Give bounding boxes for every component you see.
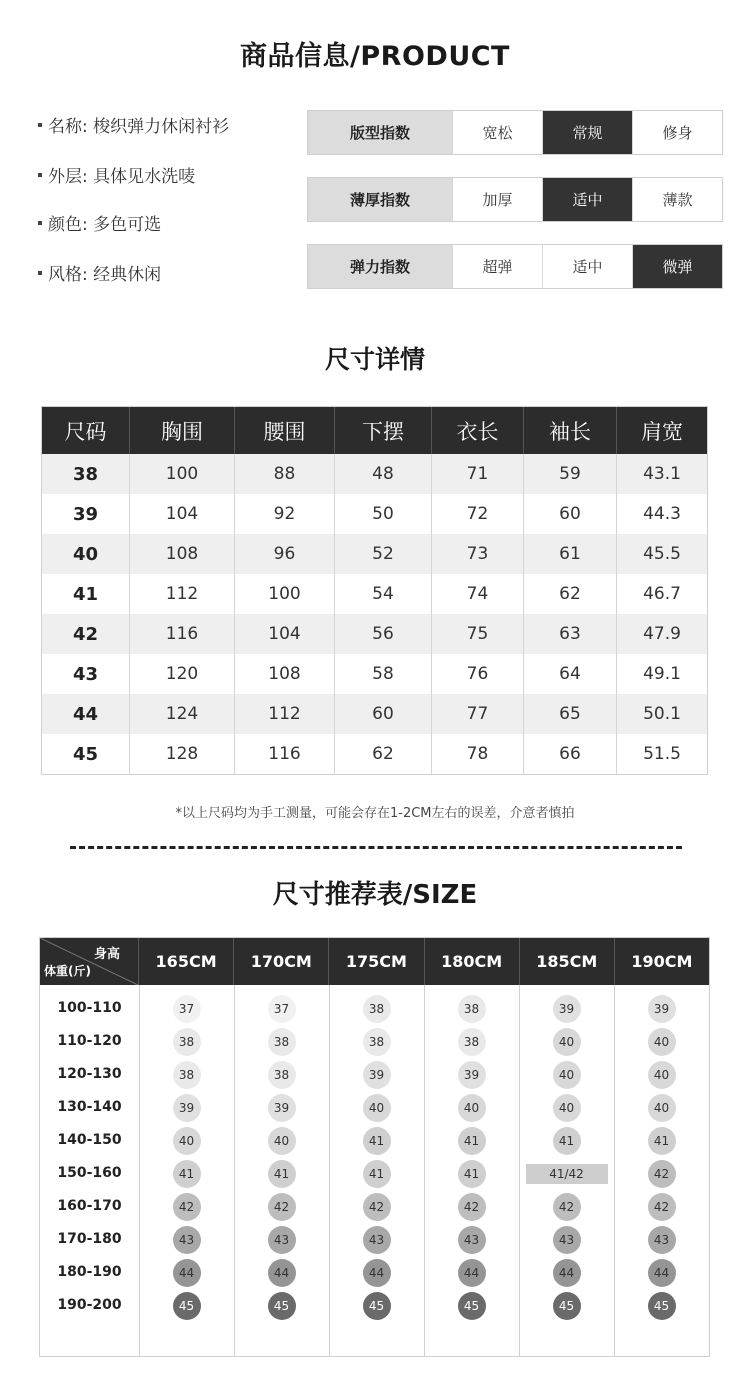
recommend-cell: [139, 1126, 234, 1156]
measure-cell: 92: [235, 494, 335, 534]
size-badge: 41: [458, 1127, 486, 1155]
recommend-cell: [424, 1159, 519, 1189]
weight-label: 160-170: [57, 1198, 122, 1214]
measure-cell: 56: [335, 614, 432, 654]
recommend-cell: [234, 1192, 329, 1222]
corner-cell: [40, 938, 139, 985]
size-badge: 41: [648, 1127, 676, 1155]
size-badge: 38: [458, 995, 486, 1023]
weight-label: 170-180: [57, 1231, 122, 1247]
size-badge: 42: [458, 1193, 486, 1221]
size-badge: 40: [648, 1028, 676, 1056]
size-cell: 40: [42, 534, 130, 574]
size-badge: 40: [553, 1094, 581, 1122]
size-badge: 38: [458, 1028, 486, 1056]
recommend-cell: [614, 1126, 709, 1156]
index-option: 适中: [542, 245, 632, 288]
size-badge: 42: [648, 1193, 676, 1221]
measure-cell: 43.1: [643, 464, 681, 484]
recommend-cell: [234, 1027, 329, 1057]
recommend-cell: [234, 1159, 329, 1189]
bullet-icon: [38, 271, 42, 275]
size-cell: 41: [42, 574, 130, 614]
weight-label: 140-150: [57, 1132, 122, 1148]
weight-label: 130-140: [57, 1099, 122, 1115]
recommend-cell: [424, 1027, 519, 1057]
measure-cell: 65: [524, 694, 617, 734]
thickness-index-row: [307, 177, 723, 222]
recommend-cell: [329, 1225, 424, 1255]
size-badge: 44: [268, 1259, 296, 1287]
size-badge: 39: [553, 995, 581, 1023]
recommend-cell: [614, 1093, 709, 1123]
recommend-cell: [519, 1192, 614, 1222]
table-body: [42, 454, 707, 774]
measure-cell: 71: [432, 454, 524, 494]
measure-cell: 108: [130, 534, 235, 574]
recommend-cell: [139, 994, 234, 1024]
weight-label: 190-200: [57, 1297, 122, 1313]
index-option: 宽松: [452, 111, 542, 154]
measure-cell: 64: [524, 654, 617, 694]
measure-cell: 104: [130, 494, 235, 534]
table-header: [42, 407, 707, 454]
table-row: [42, 534, 707, 574]
measure-cell: 116: [130, 614, 235, 654]
measure-cell: 66: [524, 734, 617, 774]
recommend-cell: [519, 1060, 614, 1090]
measure-cell: 62: [335, 734, 432, 774]
info-label: 名称:: [48, 117, 88, 137]
table-row: [42, 694, 707, 734]
recommend-cell: [519, 1291, 614, 1321]
measure-cell: 63: [524, 614, 617, 654]
bullet-icon: [38, 173, 42, 177]
recommend-cell: [519, 1159, 614, 1189]
measure-cell: 74: [432, 574, 524, 614]
size-badge: 44: [458, 1259, 486, 1287]
size-recommend-table: [39, 937, 710, 1357]
recommend-cell: [424, 1126, 519, 1156]
measure-cell: 62: [524, 574, 617, 614]
size-badge: 43: [648, 1226, 676, 1254]
recommend-cell: [139, 1027, 234, 1057]
size-badge: 37: [173, 995, 201, 1023]
weight-label: 150-160: [57, 1165, 122, 1181]
size-badge: 40: [553, 1061, 581, 1089]
recommend-cell: [614, 1060, 709, 1090]
size-cell: 42: [42, 614, 130, 654]
info-item-color: [38, 210, 161, 235]
height-header: 170CM: [234, 938, 329, 985]
measure-cell: 50: [335, 494, 432, 534]
measure-cell: 47.9: [643, 624, 681, 644]
measure-cell: 124: [130, 694, 235, 734]
size-badge: 41: [363, 1127, 391, 1155]
height-header: 165CM: [139, 938, 234, 985]
recommend-cell: [234, 1258, 329, 1288]
index-option-selected: 适中: [542, 178, 632, 221]
info-item-outer: [38, 162, 195, 187]
size-badge: 41: [268, 1160, 296, 1188]
size-badge: 45: [363, 1292, 391, 1320]
recommend-cell: [329, 1027, 424, 1057]
measure-cell: 60: [335, 694, 432, 734]
recommend-cell: [329, 1093, 424, 1123]
size-badge: 38: [173, 1028, 201, 1056]
size-recommend-title: 尺寸推荐表/SIZE: [272, 880, 478, 910]
header-cell: 下摆: [335, 407, 432, 454]
index-option: 超弹: [452, 245, 542, 288]
table-row: [42, 454, 707, 494]
height-header: 190CM: [631, 952, 693, 971]
recommend-cell: [234, 1126, 329, 1156]
size-badge: 45: [553, 1292, 581, 1320]
recommend-cell: [614, 1027, 709, 1057]
size-cell: 43: [42, 654, 130, 694]
measure-cell: 77: [432, 694, 524, 734]
recommend-cell: [329, 1192, 424, 1222]
measure-cell: 49.1: [643, 664, 681, 684]
recommend-cell: [614, 1159, 709, 1189]
measure-cell: 72: [432, 494, 524, 534]
measure-cell: 48: [335, 454, 432, 494]
recommend-cell: [234, 994, 329, 1024]
measure-cell: 88: [235, 454, 335, 494]
recommend-cell: [424, 1060, 519, 1090]
recommend-cell: [424, 1258, 519, 1288]
index-option-selected: 常规: [542, 111, 632, 154]
size-badge: 39: [268, 1094, 296, 1122]
height-header: 175CM: [329, 938, 424, 985]
recommend-cell: [424, 994, 519, 1024]
size-badge: 45: [458, 1292, 486, 1320]
size-badge: 41: [173, 1160, 201, 1188]
size-badge: 42: [363, 1193, 391, 1221]
bullet-icon: [38, 123, 42, 127]
dashed-divider: [70, 846, 682, 849]
table-row: [42, 494, 707, 534]
info-label: 颜色:: [48, 215, 88, 235]
recommend-cell: [139, 1225, 234, 1255]
size-badge: 40: [363, 1094, 391, 1122]
recommend-cell: [519, 1126, 614, 1156]
info-value: 多色可选: [93, 215, 162, 235]
weight-label: 180-190: [57, 1264, 122, 1280]
corner-height-label: 身高: [93, 947, 120, 962]
recommend-cell: [424, 1225, 519, 1255]
recommend-cell: [519, 1258, 614, 1288]
measure-cell: 50.1: [643, 704, 681, 724]
measure-cell: 78: [432, 734, 524, 774]
measure-cell: 45.5: [643, 544, 681, 564]
info-label: 外层:: [48, 167, 88, 187]
size-cell: 45: [42, 734, 130, 774]
measure-cell: 51.5: [643, 744, 681, 764]
recommend-cell: [614, 1291, 709, 1321]
measure-cell: 96: [235, 534, 335, 574]
size-badge: 45: [268, 1292, 296, 1320]
size-badge: 43: [268, 1226, 296, 1254]
size-badge: 40: [553, 1028, 581, 1056]
measure-cell: 52: [335, 534, 432, 574]
recommend-cell: [139, 1093, 234, 1123]
measure-cell: 61: [524, 534, 617, 574]
measure-cell: 46.7: [643, 584, 681, 604]
recommend-cell: [234, 1291, 329, 1321]
size-cell: 39: [42, 494, 130, 534]
elasticity-index-row: [307, 244, 723, 289]
index-option: 薄款: [632, 178, 722, 221]
measure-cell: 44.3: [643, 504, 681, 524]
size-badge: 43: [553, 1226, 581, 1254]
size-badge: 39: [458, 1061, 486, 1089]
info-label: 风格:: [48, 265, 88, 285]
size-detail-title: 尺寸详情: [324, 345, 425, 374]
measure-cell: 108: [235, 654, 335, 694]
measure-cell: 112: [235, 694, 335, 734]
index-option: 修身: [632, 111, 722, 154]
recommend-cell: [614, 1192, 709, 1222]
info-value: 经典休闲: [93, 265, 162, 285]
size-badge: 45: [648, 1292, 676, 1320]
size-badge: 39: [173, 1094, 201, 1122]
index-label: 版型指数: [308, 111, 452, 154]
header-cell: 腰围: [235, 407, 335, 454]
index-option: 加厚: [452, 178, 542, 221]
recommend-cell: [329, 1060, 424, 1090]
measure-cell: 128: [130, 734, 235, 774]
size-badge: 45: [173, 1292, 201, 1320]
recommend-cell: [329, 1159, 424, 1189]
recommend-cell: [519, 1093, 614, 1123]
measure-cell: 75: [432, 614, 524, 654]
size-badge: 44: [173, 1259, 201, 1287]
header-cell: 袖长: [524, 407, 617, 454]
size-badge: 41: [553, 1127, 581, 1155]
recommend-cell: [519, 1225, 614, 1255]
size-badge: 41/42: [526, 1164, 608, 1184]
product-title: 商品信息/PRODUCT: [240, 41, 510, 72]
measure-cell: 120: [130, 654, 235, 694]
size-badge: 42: [173, 1193, 201, 1221]
recommend-cell: [329, 1126, 424, 1156]
size-badge: 40: [268, 1127, 296, 1155]
info-value: 梭织弹力休闲衬衫: [93, 117, 230, 137]
recommend-cell: [234, 1093, 329, 1123]
recommend-cell: [614, 1225, 709, 1255]
corner-weight-label: 体重(斤): [44, 964, 91, 978]
size-badge: 38: [173, 1061, 201, 1089]
recommend-cell: [234, 1225, 329, 1255]
weight-label: 100-110: [57, 1000, 122, 1016]
size-badge: 44: [553, 1259, 581, 1287]
recommend-cell: [139, 1060, 234, 1090]
size-badge: 38: [363, 995, 391, 1023]
size-badge: 41: [458, 1160, 486, 1188]
index-label: 弹力指数: [308, 245, 452, 288]
index-label: 薄厚指数: [308, 178, 452, 221]
size-cell: 38: [42, 454, 130, 494]
size-badge: 44: [648, 1259, 676, 1287]
measure-cell: 73: [432, 534, 524, 574]
size-badge: 40: [648, 1094, 676, 1122]
size-badge: 40: [173, 1127, 201, 1155]
size-badge: 39: [363, 1061, 391, 1089]
table-row: [42, 574, 707, 614]
recommend-cell: [139, 1159, 234, 1189]
recommend-cell: [424, 1093, 519, 1123]
fit-index-row: [307, 110, 723, 155]
size-badge: 38: [363, 1028, 391, 1056]
size-badge: 37: [268, 995, 296, 1023]
measurement-note: *以上尺码均为手工测量，可能会存在1-2CM左右的误差，介意者慎拍: [175, 806, 575, 821]
size-badge: 43: [173, 1226, 201, 1254]
measure-cell: 104: [235, 614, 335, 654]
recommend-cell: [614, 994, 709, 1024]
recommend-cell: [424, 1192, 519, 1222]
recommend-cell: [329, 1291, 424, 1321]
recommend-cell: [234, 1060, 329, 1090]
size-badge: 43: [458, 1226, 486, 1254]
size-badge: 41: [363, 1160, 391, 1188]
size-badge: 38: [268, 1061, 296, 1089]
size-badge: 39: [648, 995, 676, 1023]
height-header: 185CM: [520, 938, 615, 985]
info-item-style: [38, 260, 161, 285]
header-cell: 尺码: [42, 407, 130, 454]
recommend-cell: [139, 1258, 234, 1288]
weight-label: 120-130: [57, 1066, 122, 1082]
size-badge: 42: [553, 1193, 581, 1221]
measure-cell: 100: [130, 454, 235, 494]
measure-cell: 116: [235, 734, 335, 774]
size-badge: 42: [268, 1193, 296, 1221]
recommend-cell: [329, 994, 424, 1024]
size-badge: 44: [363, 1259, 391, 1287]
measure-cell: 112: [130, 574, 235, 614]
weight-label: 110-120: [57, 1033, 122, 1049]
table-row: [42, 734, 707, 774]
size-cell: 44: [42, 694, 130, 734]
recommend-cell: [424, 1291, 519, 1321]
table-row: [42, 614, 707, 654]
size-badge: 40: [458, 1094, 486, 1122]
index-option-selected: 微弹: [632, 245, 722, 288]
table-header: [40, 938, 709, 985]
measure-cell: 60: [524, 494, 617, 534]
header-cell: 胸围: [130, 407, 235, 454]
measure-cell: 59: [524, 454, 617, 494]
size-badge: 40: [648, 1061, 676, 1089]
measure-cell: 76: [432, 654, 524, 694]
recommend-cell: [329, 1258, 424, 1288]
recommend-cell: [614, 1258, 709, 1288]
info-item-name: [38, 112, 229, 137]
header-cell: 肩宽: [641, 419, 683, 444]
measure-cell: 58: [335, 654, 432, 694]
header-cell: 衣长: [432, 407, 524, 454]
measure-cell: 54: [335, 574, 432, 614]
size-detail-table: [41, 406, 708, 775]
info-value: 具体见水洗唛: [93, 167, 196, 187]
height-header: 180CM: [425, 938, 520, 985]
size-badge: 42: [648, 1160, 676, 1188]
measure-cell: 100: [235, 574, 335, 614]
recommend-cell: [519, 1027, 614, 1057]
recommend-cell: [139, 1192, 234, 1222]
bullet-icon: [38, 221, 42, 225]
recommend-cell: [139, 1291, 234, 1321]
size-badge: 43: [363, 1226, 391, 1254]
size-badge: 38: [268, 1028, 296, 1056]
table-row: [42, 654, 707, 694]
recommend-cell: [519, 994, 614, 1024]
